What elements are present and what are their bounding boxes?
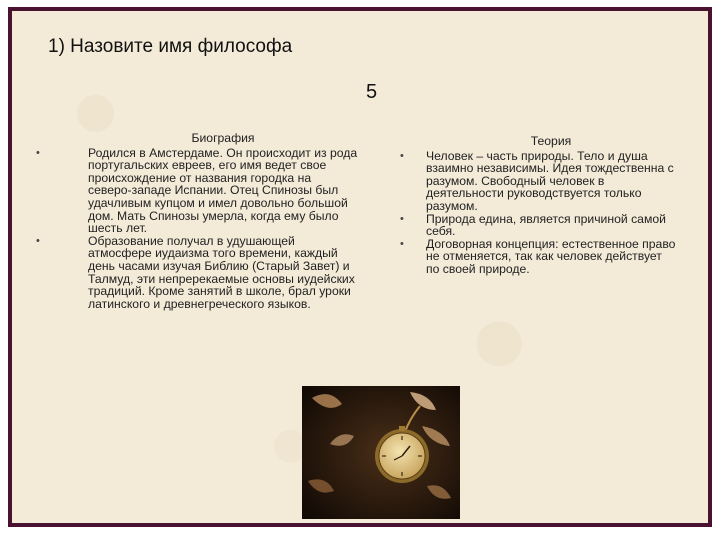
pocket-watch-icon [302,386,460,519]
bullet-icon: • [400,149,404,162]
biography-column [36,131,358,311]
theory-item [400,236,676,276]
biography-item [36,145,358,236]
biography-item-text: Родился в Амстердаме. Он происходит из рода португальских евреев, его имя ведет свое происхождение от названия городка на северо-западе Испании. Отец Спинозы был удачливым купцом и имел довольно большой дом. Мать Спинозы умерла, когда ему было шесть лет. [88,145,358,236]
theory-item [400,148,676,213]
pocket-watch-photo [302,386,460,519]
slide-title: 1) Назовите имя философа [48,36,293,57]
bullet-icon: • [400,212,404,225]
theory-column [400,134,676,276]
theory-heading: Теория [530,134,572,148]
bullet-icon: • [400,237,404,250]
slide [8,7,712,527]
theory-item-text: Природа едина, является причиной самой себя. [426,211,666,239]
bullet-icon: • [36,234,40,247]
slide-number: 5 [366,81,378,103]
bullet-icon: • [36,146,40,159]
theory-item-text: Человек – часть природы. Тело и душа взаимно независимы. Идея тождественна с разумом. Свободный человек в деятельности руководствуется только разумом. [426,148,674,213]
biography-item-text: Образование получал в удушающей атмосфере иудаизма того времени, каждый день часами изучая Библию (Старый Завет) и Талмуд, эти непререкаемые основы иудейских традиций. Кроме занятий в школе, брал уроки латинского и древнегреческого языков. [88,233,355,311]
biography-heading: Биография [191,131,255,145]
theory-item-text: Договорная концепция: естественное право не отменяется, так как человек действует по своей природе. [426,236,676,276]
theory-item [400,211,676,239]
biography-item [36,233,358,311]
